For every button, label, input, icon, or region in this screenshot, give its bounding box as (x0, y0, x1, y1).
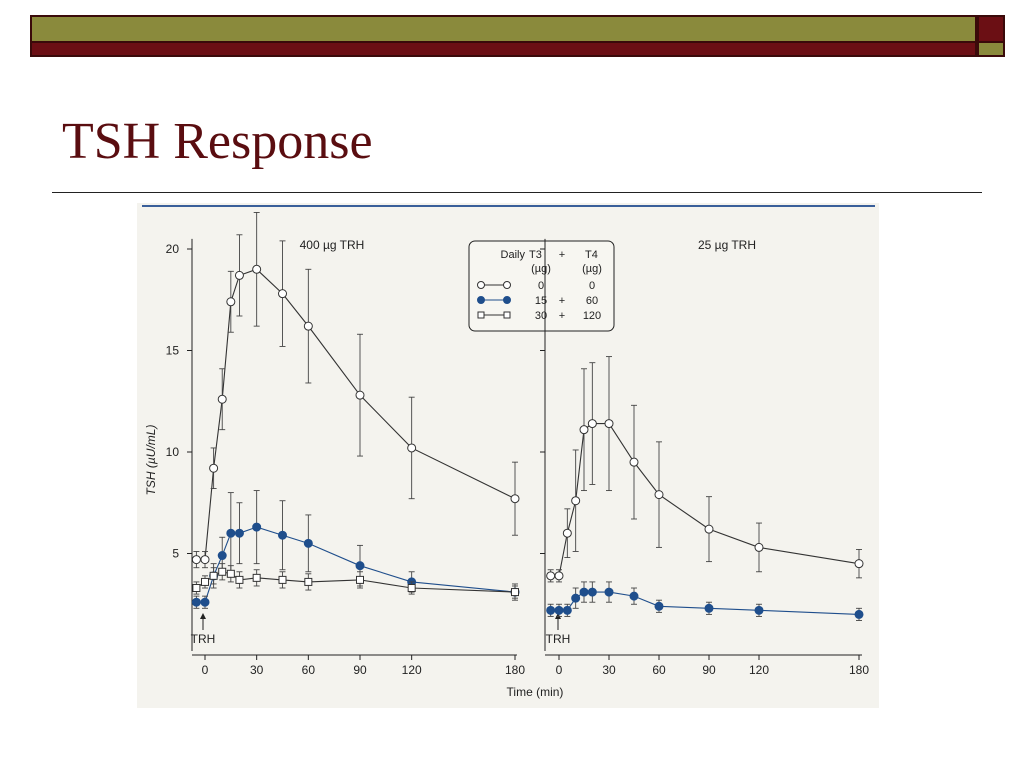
data-point (580, 426, 588, 434)
data-point (279, 531, 287, 539)
y-tick-label: 20 (165, 242, 179, 256)
x-tick-label: 90 (353, 663, 367, 677)
legend-unit-t3: (µg) (531, 263, 551, 275)
data-point (193, 585, 200, 592)
legend (469, 241, 614, 331)
data-point (227, 529, 235, 537)
legend-marker (478, 282, 485, 289)
legend-header-plus: + (558, 249, 566, 261)
header-bar-maroon (30, 43, 977, 57)
data-point (236, 576, 243, 583)
data-point (218, 552, 226, 560)
data-point (605, 588, 613, 596)
data-point (408, 585, 415, 592)
x-tick-label: 90 (702, 663, 716, 677)
data-point (655, 491, 663, 499)
data-point (279, 576, 286, 583)
legend-t4-value: 120 (582, 310, 602, 322)
tsh-response-figure (137, 203, 879, 708)
legend-header-daily: Daily (500, 249, 525, 261)
panel-right-title: 25 µg TRH (697, 238, 757, 252)
legend-header-t4: T4 (585, 249, 598, 261)
legend-marker (504, 312, 510, 318)
tsh-chart-svg (137, 203, 879, 708)
x-tick-label: 30 (249, 663, 264, 677)
legend-t3-value: 30 (534, 310, 548, 322)
data-point (235, 271, 243, 279)
y-tick-label: 10 (165, 445, 179, 459)
trh-marker-right: TRH (545, 632, 571, 646)
trh-marker-left: TRH (190, 632, 216, 646)
legend-t3-value: 15 (534, 295, 548, 307)
data-point (304, 322, 312, 330)
data-point (563, 606, 571, 614)
legend-marker (504, 297, 511, 304)
legend-unit-t4: (µg) (582, 263, 602, 275)
data-point (201, 598, 209, 606)
header-bar-olive (30, 15, 977, 43)
data-point (555, 606, 563, 614)
data-point (218, 395, 226, 403)
legend-marker (504, 282, 511, 289)
y-axis-label: TSH (µU/mL) (144, 424, 158, 496)
legend-plus: + (558, 295, 566, 307)
data-point (511, 495, 519, 503)
panel-left-title: 400 µg TRH (299, 238, 365, 252)
x-axis-label: Time (min) (506, 685, 564, 699)
x-tick-label: 0 (555, 663, 563, 677)
legend-plus: + (558, 310, 566, 322)
header-square-top (977, 15, 1005, 43)
decorative-header-bar (30, 15, 1005, 57)
legend-marker (478, 312, 484, 318)
x-tick-label: 60 (301, 663, 316, 677)
legend-t3-value: 0 (537, 280, 545, 292)
legend-marker (478, 297, 485, 304)
data-point (705, 604, 713, 612)
trh-arrowhead-left (200, 613, 206, 619)
series-1-0 (547, 357, 863, 582)
data-point (705, 525, 713, 533)
data-point (547, 572, 555, 580)
legend-header-t3: T3 (529, 249, 542, 261)
legend-t4-value: 60 (585, 295, 599, 307)
data-point (572, 594, 580, 602)
series-line (551, 424, 859, 576)
data-point (555, 572, 563, 580)
data-point (855, 560, 863, 568)
data-point (210, 464, 218, 472)
data-point (572, 497, 580, 505)
x-tick-label: 120 (401, 663, 422, 677)
data-point (210, 572, 217, 579)
series-line (196, 572, 515, 592)
data-point (630, 458, 638, 466)
data-point (563, 529, 571, 537)
x-tick-label: 30 (602, 663, 616, 677)
data-point (408, 444, 416, 452)
data-point (279, 290, 287, 298)
series-0-2 (193, 564, 519, 599)
data-point (357, 576, 364, 583)
series-line (196, 269, 515, 559)
data-point (588, 420, 596, 428)
y-tick-label: 5 (172, 546, 179, 561)
series-1-1 (547, 582, 863, 621)
legend-t4-value: 0 (588, 280, 596, 292)
data-point (855, 610, 863, 618)
data-point (305, 578, 312, 585)
header-square-bottom (977, 43, 1005, 57)
data-point (755, 543, 763, 551)
data-point (253, 523, 261, 531)
data-point (356, 391, 364, 399)
data-point (630, 592, 638, 600)
data-point (304, 539, 312, 547)
slide-title: TSH Response (62, 113, 373, 170)
data-point (201, 556, 209, 564)
data-point (227, 298, 235, 306)
data-point (192, 598, 200, 606)
data-point (227, 570, 234, 577)
data-point (219, 568, 226, 575)
data-point (356, 562, 364, 570)
x-tick-label: 180 (504, 663, 526, 677)
x-tick-label: 180 (848, 663, 870, 677)
data-point (235, 529, 243, 537)
data-point (605, 420, 613, 428)
data-point (580, 588, 588, 596)
x-tick-label: 0 (201, 663, 209, 677)
data-point (755, 606, 763, 614)
data-point (192, 556, 200, 564)
data-point (253, 574, 260, 581)
data-point (253, 265, 261, 273)
data-point (512, 589, 519, 596)
series-line (551, 592, 859, 614)
title-divider (52, 192, 982, 193)
y-tick-label: 15 (165, 343, 179, 358)
x-tick-label: 60 (652, 663, 666, 677)
data-point (547, 606, 555, 614)
data-point (588, 588, 596, 596)
x-tick-label: 120 (748, 663, 770, 677)
data-point (655, 602, 663, 610)
data-point (202, 578, 209, 585)
